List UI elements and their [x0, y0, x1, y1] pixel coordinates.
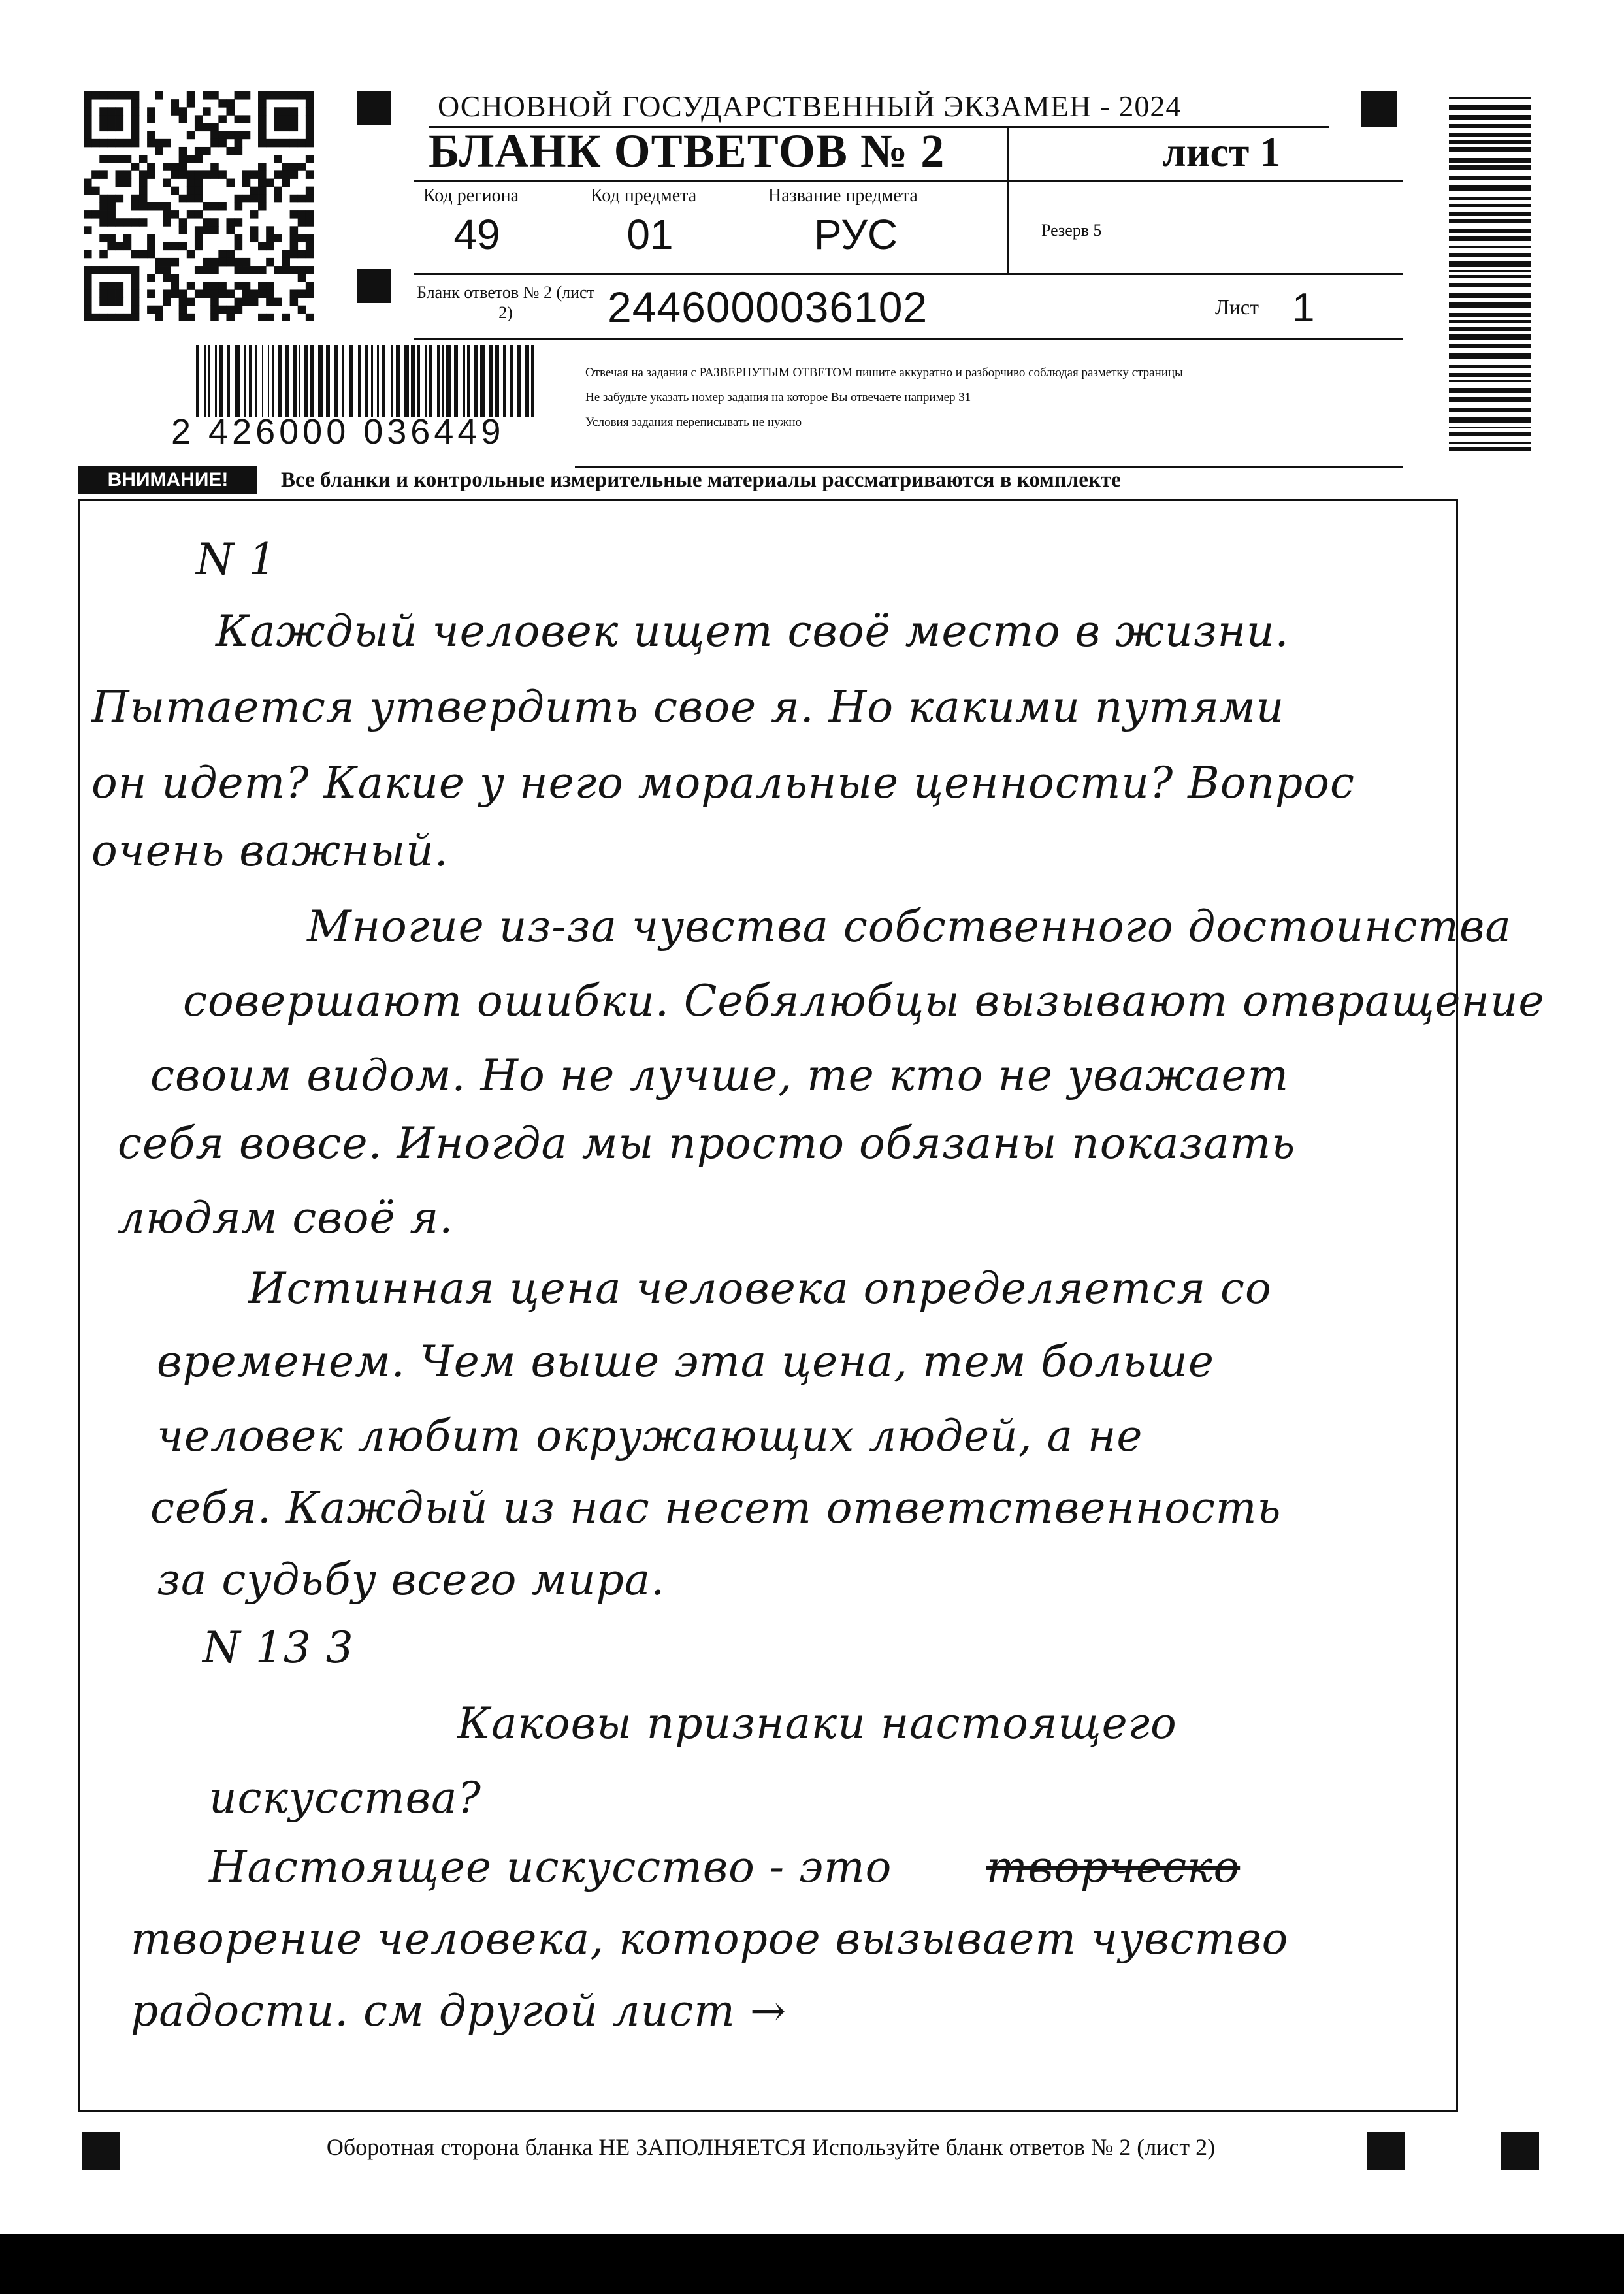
instruction-line-1: Отвечая на задания с РАЗВЕРНУТЫМ ОТВЕТОМ пишите аккуратно и разборчиво соблюдая разметку страницы [585, 366, 1183, 380]
answer-line-4: очень важный. [91, 826, 449, 876]
registration-mark-top-right [1361, 91, 1397, 127]
answer-line-16: искусства? [209, 1773, 481, 1823]
blank-number-rule [414, 338, 1403, 340]
task-number-1: N 1 [196, 534, 277, 585]
footer-note: Оборотная сторона бланка НЕ ЗАПОЛНЯЕТСЯ Используйте бланк ответов № 2 (лист 2) [326, 2134, 1216, 2160]
answer-line-18: творение человека, которое вызывает чувство [131, 1914, 1289, 1964]
task-number-13: N 13 3 [203, 1623, 354, 1673]
form-title: БЛАНК ОТВЕТОВ № 2 [429, 125, 945, 177]
subject-code-label: Код предмета [591, 186, 697, 206]
answer-line-17: Настоящее искусство - это [209, 1842, 892, 1892]
answer-line-19: радости. см другой лист → [131, 1986, 787, 2036]
form-title-rule [414, 180, 1403, 182]
registration-mark-mid-left [357, 269, 391, 303]
reserve-label: Резерв 5 [1041, 221, 1102, 240]
registration-mark-bottom-mid [1367, 2132, 1405, 2170]
answer-line-2: Пытается утвердить свое я. Но какими путями [91, 682, 1285, 732]
answer-line-7: своим видом. Но не лучше, те кто не уважает [150, 1050, 1290, 1101]
codes-rule [414, 273, 1403, 275]
registration-mark-top-left [357, 91, 391, 125]
instruction-line-3: Условия задания переписывать не нужно [585, 415, 802, 429]
scan-border [0, 2234, 1624, 2294]
side-barcode [1449, 97, 1531, 457]
registration-mark-bottom-right [1501, 2132, 1539, 2170]
answer-line-12: человек любит окружающих людей, а не [157, 1411, 1143, 1461]
subject-name-value: РУС [813, 211, 898, 258]
qr-code [84, 91, 314, 321]
answer-line-9: людям своё я. [118, 1193, 454, 1243]
region-code-value: 49 [453, 211, 500, 258]
answer-line-14: за судьбу всего мира. [157, 1555, 666, 1605]
answer-line-10: Истинная цена человека определяется со [248, 1263, 1272, 1314]
registration-mark-bottom-left [82, 2132, 120, 2170]
answer-line-17-strikethrough: творческо [986, 1842, 1241, 1892]
answer-line-3: он идет? Какие у него моральные ценности? Вопрос [91, 758, 1355, 808]
list-label: Лист [1215, 295, 1259, 319]
list-value: 1 [1292, 285, 1315, 331]
answer-line-8: себя вовсе. Иногда мы просто обязаны показать [118, 1118, 1296, 1169]
instruction-line-2: Не забудьте указать номер задания на которое Вы отвечаете например 31 [585, 391, 971, 404]
attention-text: Все бланки и контрольные измерительные материалы рассматриваются в комплекте [281, 468, 1121, 492]
region-code-label: Код региона [423, 186, 519, 206]
answer-line-11: временем. Чем выше эта цена, тем больше [157, 1336, 1214, 1387]
header-vertical-divider [1007, 126, 1009, 274]
blank-label: Бланк ответов № 2 (лист 2) [417, 283, 594, 322]
attention-badge: ВНИМАНИЕ! [78, 466, 257, 494]
answer-line-6: совершают ошибки. Себялюбцы вызывают отвращение [183, 976, 1545, 1026]
answer-line-15: Каковы признаки настоящего [457, 1698, 1177, 1749]
answer-line-13: себя. Каждый из нас несет ответственность [150, 1483, 1282, 1533]
linear-barcode [196, 345, 538, 417]
answer-line-1: Каждый человек ищет своё место в жизни. [216, 606, 1290, 656]
sheet-title: лист 1 [1162, 129, 1281, 175]
blank-number: 2446000036102 [608, 283, 928, 331]
exam-title: ОСНОВНОЙ ГОСУДАРСТВЕННЫЙ ЭКЗАМЕН - 2024 [438, 89, 1182, 123]
subject-code-value: 01 [626, 211, 674, 258]
answer-line-5: Многие из-за чувства собственного достоинства [307, 901, 1512, 952]
subject-name-label: Название предмета [768, 186, 918, 206]
barcode-number: 2 426000 036449 [171, 412, 505, 451]
